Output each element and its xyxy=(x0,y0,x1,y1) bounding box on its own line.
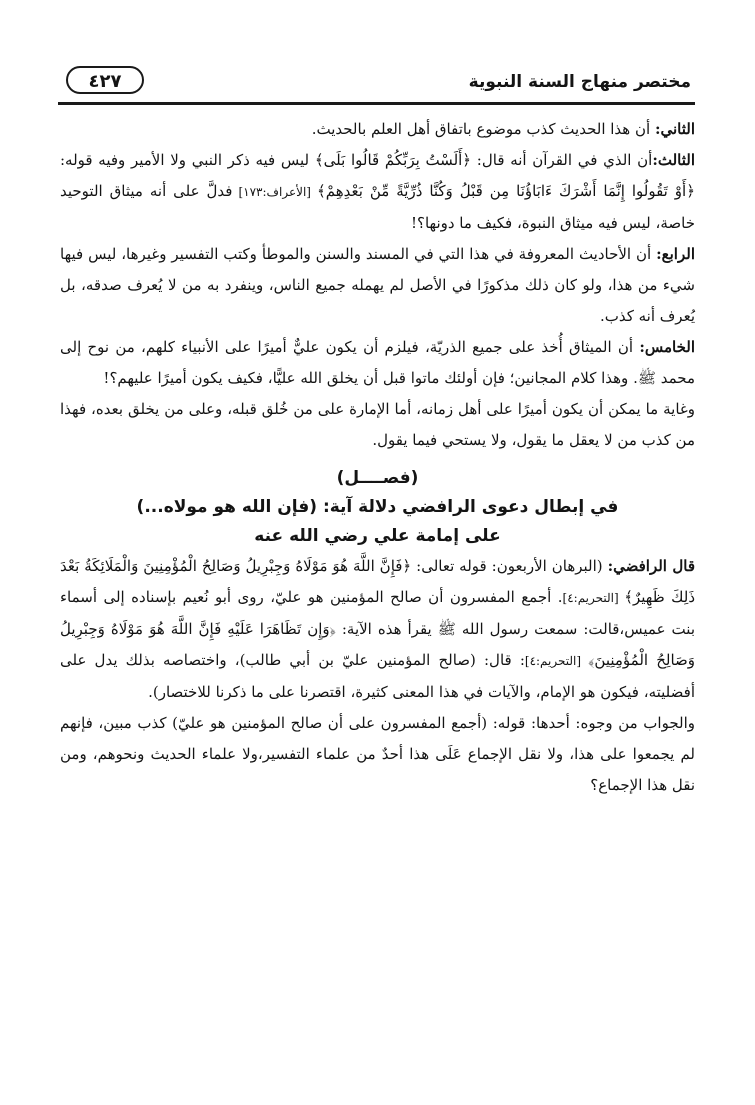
paragraph-second xyxy=(60,114,695,145)
quran-quote: ﴿أَوْ تَقُولُوا إِنَّمَا أَشْرَكَ ءَابَاؤُنَا مِن قَبْلُ وَكُنَّا ذُرِّيَّةً مِّنْ بَعْدِهِمْ﴾ xyxy=(316,182,695,200)
paragraph-text: ليس فيه ذكر النبي ولا الأمير وفيه قوله: xyxy=(60,151,315,169)
section-fasl-label: (فصــــل) xyxy=(336,468,419,488)
verse-reference: [الأعراف:١٧٣] xyxy=(232,185,317,199)
quran-quote: ﴿وَإِن تَظَاهَرَا عَلَيْهِ فَإِنَّ اللَّهَ هُوَ مَوْلَاهُ وَجِبْرِيلُ وَصَالِحُ الْمُؤْمِنِينَ﴾ xyxy=(60,620,696,669)
page-header xyxy=(60,62,695,102)
paragraph-lead: الرابع: xyxy=(656,245,695,263)
section-title-line2: على إمامة علي رضي الله عنه xyxy=(254,526,501,546)
running-title: مختصر منهاج السنة النبوية xyxy=(468,72,691,92)
paragraph-text: أن الذي في القرآن أنه قال: xyxy=(471,151,653,169)
verse-reference: [التحريم:٤] xyxy=(524,654,589,668)
quran-quote: ﴿أَلَسْتُ بِرَبِّكُمْ قَالُوا بَلَى﴾ xyxy=(314,151,472,169)
paragraph-third xyxy=(60,145,695,239)
paragraph-text: أن هذا الحديث كذب موضوع باتفاق أهل العلم بالحديث. xyxy=(311,120,655,138)
paragraph-text: وغاية ما يمكن أن يكون أميرًا على أهل زمانه، أما الإمارة على من خُلق قبله، وعلى من يخلق بعده، فهذا من كذب من لا يعقل ما يقول، ولا يستحي فيما يقول. xyxy=(60,400,695,449)
paragraph-rafidi-claim xyxy=(60,551,695,708)
paragraph-lead: الثالث: xyxy=(652,151,696,169)
verse-reference: [التحريم:٤] xyxy=(562,591,625,605)
paragraph-fourth xyxy=(60,239,695,332)
paragraph-text: أن الميثاق أُخذ على جميع الذريّة، فيلزم أن يكون عليٌّ أميرًا على الأنبياء كلهم، من نوح إلى محمد ﷺ. وهذا كلام المجانين؛ فإن أولئك ماتوا قبل أن يخلق الله عليًّا، فكيف يكون أميرًا عليهم؟! xyxy=(60,338,695,387)
paragraph-lead: الثاني: xyxy=(654,120,695,138)
paragraph-text: فدلَّ على أنه ميثاق التوحيد خاصة، ليس فيه ميثاق النبوة، فكيف ما دونها؟! xyxy=(60,182,695,232)
section-title-line1: في إبطال دعوى الرافضي دلالة آية: (فإن الله هو مولاه...) xyxy=(136,497,619,517)
paragraph-text: : قال: (صالح المؤمنين عليّ بن أبي طالب)، واختصاصه بذلك يدل على أفضليته، فيكون هو الإمام، والآيات في هذا المعنى كثيرة، اقتصرنا على ما ذكرنا للاختصار). xyxy=(60,651,695,701)
body-text xyxy=(60,114,695,801)
paragraph-lead: الخامس: xyxy=(639,338,695,356)
spacer xyxy=(60,456,695,464)
paragraph-text: (البرهان الأربعون: قوله تعالى: xyxy=(411,557,608,575)
paragraph-conclusion xyxy=(60,394,695,456)
header-rule xyxy=(58,102,695,105)
paragraph-lead: قال الرافضي: xyxy=(607,557,695,575)
paragraph-text: . أجمع المفسرون أن صالح المؤمنين هو عليّ، روى أبو نُعيم بإسناده إلى أسماء بنت عميس،قالت: سمعت رسول الله ﷺ يقرأ هذه الآية: xyxy=(60,588,695,638)
quran-quote: ﴿فَإِنَّ اللَّهَ هُوَ مَوْلَاهُ وَجِبْرِيلُ وَصَالِحُ الْمُؤْمِنِينَ وَالْمَلَائِكَةُ بَعْدَ ذَلِكَ ظَهِيرٌ﴾ xyxy=(60,557,695,606)
paragraph-fifth xyxy=(60,332,695,394)
paragraph-text: أن الأحاديث المعروفة في هذا التي في المسند والسنن والموطأ وكتب التفسير وغيرها، ليس فيها شيء من هذا، ولو كان ذلك مذكورًا في الأصل لم يهمله جميع الناس، وينفرد به من لا يُعرف صدقه، بل يُعرف أنه كذب. xyxy=(60,245,695,325)
section-heading xyxy=(60,464,695,551)
paragraph-text: والجواب من وجوه: أحدها: قوله: (أجمع المفسرون على أن صالح المؤمنين هو عليّ) كذب مبين، فإنهم لم يجمعوا على هذا، ولا نقل الإجماع عَلَى هذا أحدٌ من علماء التفسير،ولا علماء الحديث ونحوهم، ومن نقل هذا الإجماع؟ xyxy=(60,714,695,794)
paragraph-answer xyxy=(60,708,695,801)
page-number-badge: ٤٢٧ xyxy=(66,66,144,94)
